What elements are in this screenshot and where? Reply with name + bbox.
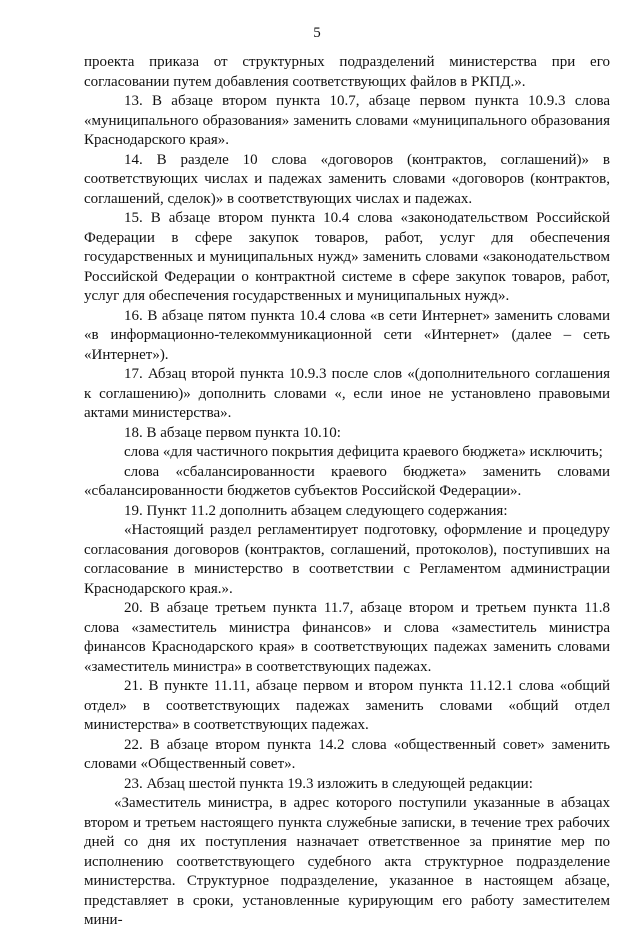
page-number: 5 [313, 25, 321, 41]
document-body [84, 53, 610, 931]
paragraph-21: 21. В пункте 11.11, абзаце первом и втором пункта 11.12.1 слова «общий отдел» в соответствующих падежах заменить словами «общий отдел министерства» в соответствующих падежах. [84, 678, 610, 733]
paragraph-18: 18. В абзаце первом пункта 10.10: [124, 424, 341, 441]
paragraph-17: 17. Абзац второй пункта 10.9.3 после слов «(дополнительного соглашения к соглашению)» дополнить словами «, если иное не установлено правовыми актами министерства». [84, 366, 610, 421]
paragraph-15: 15. В абзаце втором пункта 10.4 слова «законодательством Российской Федерации в сфере закупок товаров, работ, услуг для обеспечения государственных и муниципальных нужд» заменить словами «законодательством Российской Федерации о контрактной системе в сфере закупок товаров, работ, услуг для обеспечения государственных и муниципальных нужд». [84, 210, 610, 304]
paragraph-23: 23. Абзац шестой пункта 19.3 изложить в следующей редакции: [124, 775, 533, 792]
paragraph-18-sub-1: слова «для частичного покрытия дефицита краевого бюджета» исключить; [124, 444, 603, 460]
paragraph-16: 16. В абзаце пятом пункта 10.4 слова «в сети Интернет» заменить словами «в информационно-телекоммуникационной сети «Интернет» (далее – сеть «Интернет»). [84, 307, 610, 363]
paragraph-23-quote: «Заместитель министра, в адрес которого поступили указанные в абзацах втором и третьем настоящего пункта служебные записки, в течение трех рабочих дней со дня их поступления назначает ответственное за принятие мер по исполнению соответствующего судебного акта структурное подразделение министерства. Структурное подразделение, указанное в настоящем абзаце, представляет в сроки, установленные курирующим его работу заместителем мини- [84, 795, 610, 928]
paragraph-19: 19. Пункт 11.2 дополнить абзацем следующего содержания: [124, 502, 508, 519]
paragraph-18-sub-2: слова «сбалансированности краевого бюджета» заменить словами «сбалансированности бюджетов субъектов Российской Федерации». [84, 463, 610, 499]
paragraph-20: 20. В абзаце третьем пункта 11.7, абзаце втором и третьем пункта 11.8 слова «заместитель министра финансов» и слова «заместитель министра финансов Краснодарского края» в соответствующих падежах заменить словами «заместитель министра» в соответствующих падежах. [84, 600, 610, 675]
paragraph-14: 14. В разделе 10 слова «договоров (контрактов, соглашений)» в соответствующих числах и падежах заменить словами «договоров (контрактов, соглашений, сделок)» в соответствующих числах и падежах. [84, 151, 610, 207]
paragraph-13: 13. В абзаце втором пункта 10.7, абзаце первом пункта 10.9.3 слова «муниципального образования» заменить словами «муниципального образования Краснодарского края». [84, 93, 610, 148]
paragraph-22: 22. В абзаце втором пункта 14.2 слова «общественный совет» заменить словами «Общественный совет». [84, 736, 610, 772]
paragraph-0: проекта приказа от структурных подразделений министерства при его согласовании путем добавления соответствующих файлов в РКПД.». [84, 54, 610, 90]
paragraph-19-quote: «Настоящий раздел регламентирует подготовку, оформление и процедуру согласования договоров (контрактов, соглашений, протоколов), поступивших на согласование в министерство в соответствии с Регламентом администрации Краснодарского края.». [84, 522, 610, 597]
